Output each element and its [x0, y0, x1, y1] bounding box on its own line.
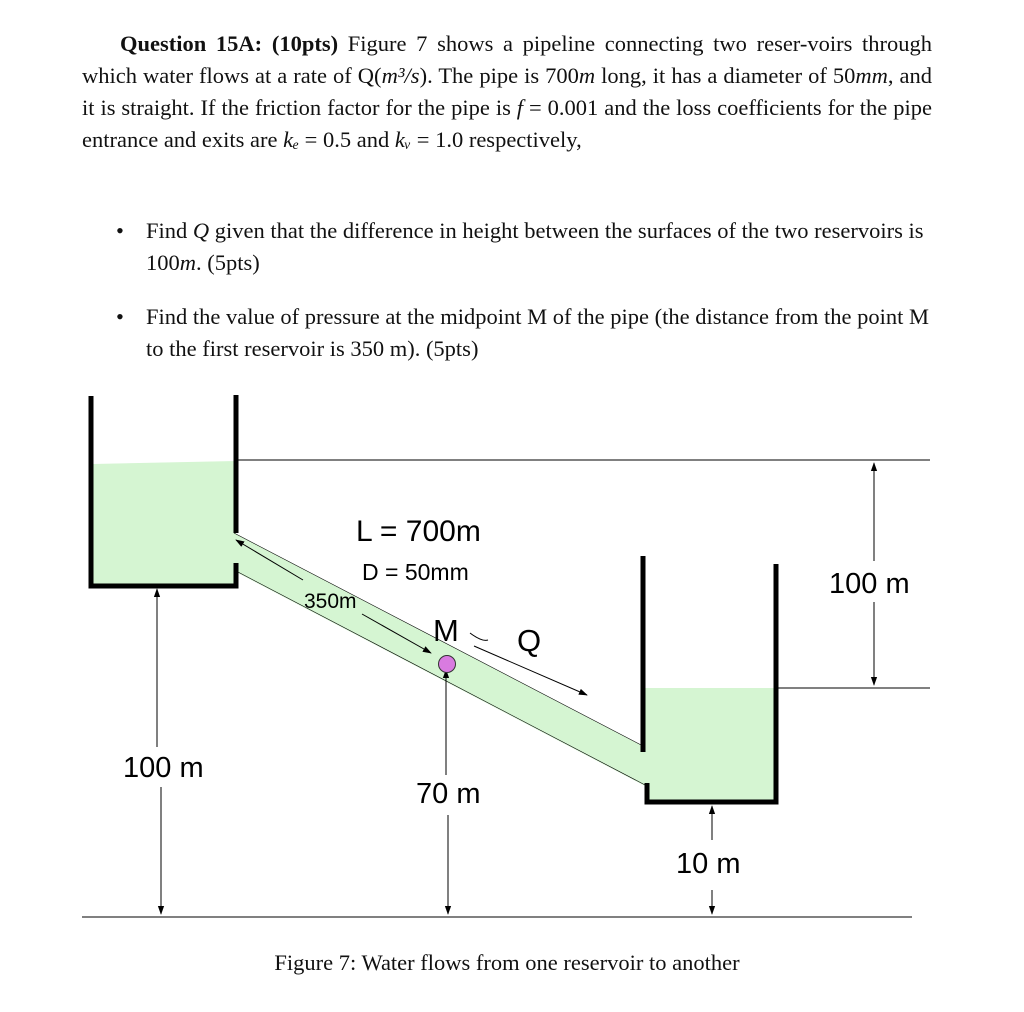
pipe-length-label: L = 700m: [356, 515, 481, 548]
left-reservoir-water: [93, 461, 236, 584]
right-height-label: 10 m: [676, 848, 741, 880]
task-item-find-q: • Find Q given that the difference in height between the surfaces of the two reservoirs is 100m. (5pts): [82, 215, 932, 279]
bullet: •: [116, 304, 124, 329]
question-text: Question 15A: (10pts) Figure 7 shows a pipeline connecting two reser-voirs through which water flows at a rate of Q(m³/s). The pipe is 700m long, it has a diameter of 50mm, and it is straight. If the friction factor for the pipe is f = 0.001 and the loss coefficients for the pipe entrance and exits are kₑ = 0.5 and kᵥ = 1.0 respectively,: [82, 31, 933, 152]
task-item-find-pressure: • Find the value of pressure at the midpoint M of the pipe (the distance from the point M to the first reservoir is 350 m). (5pts): [82, 301, 932, 365]
left-height-label: 100 m: [123, 752, 204, 784]
question-heading: Question 15A: (10pts): [120, 31, 339, 56]
figure-caption: Figure 7: Water flows from one reservoir to another: [274, 950, 740, 975]
diameter-label: D = 50mm: [362, 559, 469, 585]
right-reservoir-water: [645, 688, 775, 803]
midpoint-label: M: [433, 613, 459, 648]
midpoint-marker: [439, 656, 456, 673]
flow-label: Q: [517, 623, 542, 658]
midpoint-leader: [470, 633, 488, 640]
bullet: •: [116, 218, 124, 243]
midpoint-height-label: 70 m: [416, 778, 481, 810]
half-length-label: 350m: [304, 590, 357, 613]
head-diff-label: 100 m: [829, 568, 910, 600]
pipe-bottom-edge: [236, 571, 647, 786]
